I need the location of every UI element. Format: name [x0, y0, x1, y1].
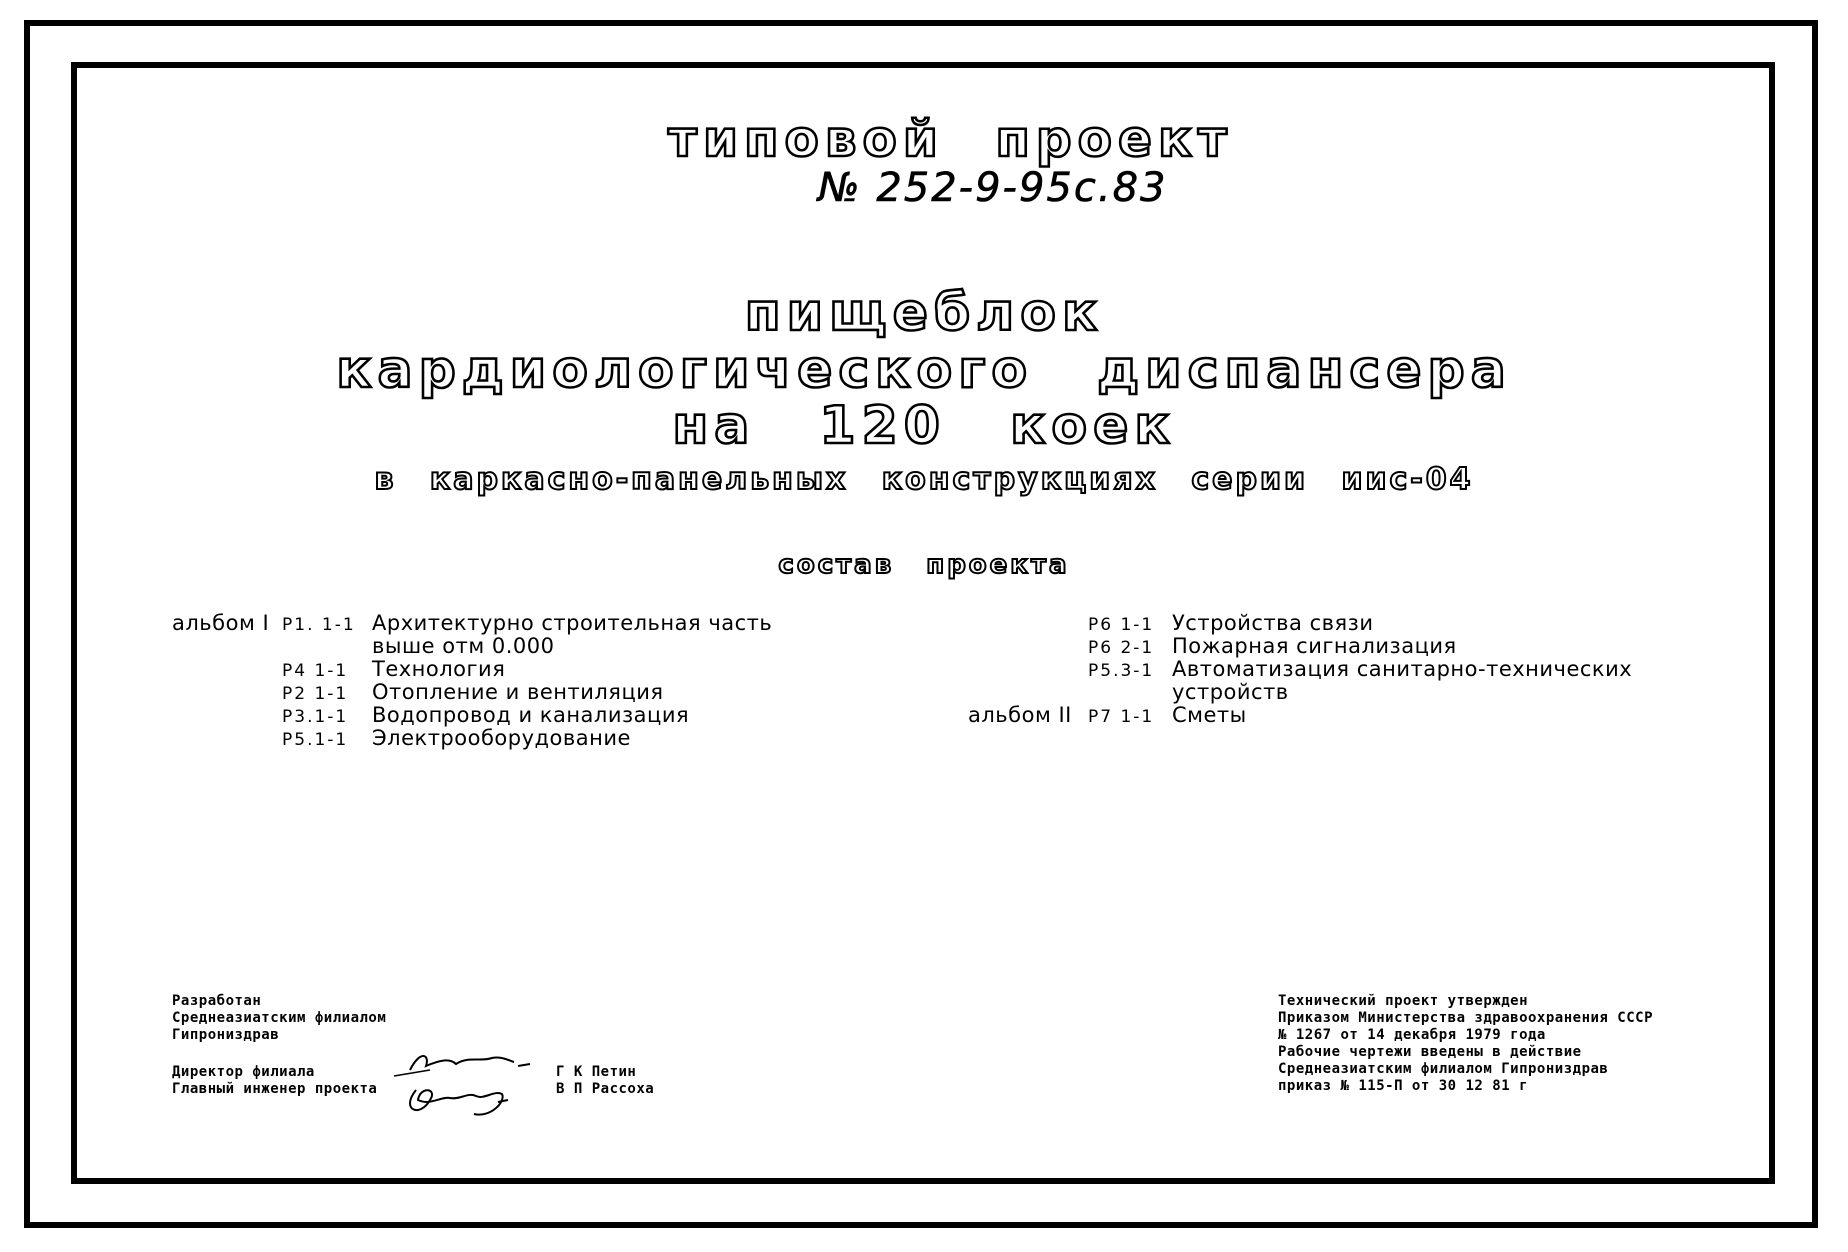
approval-line-3: № 1267 от 14 декабря 1979 года — [1278, 1027, 1546, 1043]
item-code: Р6 1-1 — [1088, 615, 1155, 635]
title-line-1: пищеблок — [744, 283, 1104, 343]
item-text: выше отм 0.000 — [372, 634, 555, 658]
item-code: Р5.3-1 — [1088, 661, 1155, 681]
developer-line-1: Разработан — [172, 993, 262, 1009]
approval-line-6: приказ № 115-П от 30 12 81 г — [1278, 1078, 1529, 1094]
approval-line-1: Технический проект утвержден — [1278, 993, 1529, 1009]
title-line-3: на 120 коек — [672, 396, 1176, 456]
item-code: Р2 1-1 — [282, 684, 349, 704]
item-code: Р4 1-1 — [282, 661, 349, 681]
item-text: устройств — [1172, 680, 1289, 704]
item-code: Р1. 1-1 — [282, 615, 356, 635]
item-text: Автоматизация санитарно-технических — [1172, 657, 1633, 681]
item-code: Р3.1-1 — [282, 707, 349, 727]
chief-engineer-name: В П Рассоха — [556, 1081, 655, 1097]
project-number: № 252-9-95с.83 — [818, 165, 1168, 211]
director-name: Г К Петин — [556, 1064, 637, 1080]
chief-engineer-role: Главный инженер проекта — [172, 1081, 378, 1097]
title-subtitle: в каркасно-панельных конструкциях серии иис-04 — [374, 462, 1474, 497]
approval-line-2: Приказом Министерства здравоохранения СССР — [1278, 1010, 1654, 1026]
title-line-2: кардиологического диспансера — [336, 340, 1512, 400]
item-text: Отопление и вентиляция — [372, 680, 664, 704]
album-label-left: альбом I — [172, 611, 270, 635]
item-text: Архитектурно строительная часть — [372, 611, 773, 635]
section-heading: состав проекта — [778, 550, 1070, 580]
approval-line-4: Рабочие чертежи введены в действие — [1278, 1044, 1582, 1060]
item-text: Электрооборудование — [372, 726, 631, 750]
developer-line-3: Гипрониздрав — [172, 1027, 280, 1043]
item-code: Р7 1-1 — [1088, 707, 1155, 727]
item-code: Р6 2-1 — [1088, 638, 1155, 658]
item-text: Технология — [372, 657, 506, 681]
item-text: Водопровод и канализация — [372, 703, 690, 727]
approval-line-5: Среднеазиатским филиалом Гипрониздрав — [1278, 1061, 1609, 1077]
signatures-image — [390, 1040, 550, 1120]
item-text: Пожарная сигнализация — [1172, 634, 1457, 658]
director-role: Директор филиала — [172, 1064, 315, 1080]
item-text: Устройства связи — [1172, 611, 1374, 635]
developer-line-2: Среднеазиатским филиалом — [172, 1010, 387, 1026]
item-text: Сметы — [1172, 703, 1247, 727]
item-code: Р5.1-1 — [282, 730, 349, 750]
album-label-right: альбом II — [968, 703, 1072, 727]
project-type-heading: типовой проект — [668, 110, 1233, 168]
